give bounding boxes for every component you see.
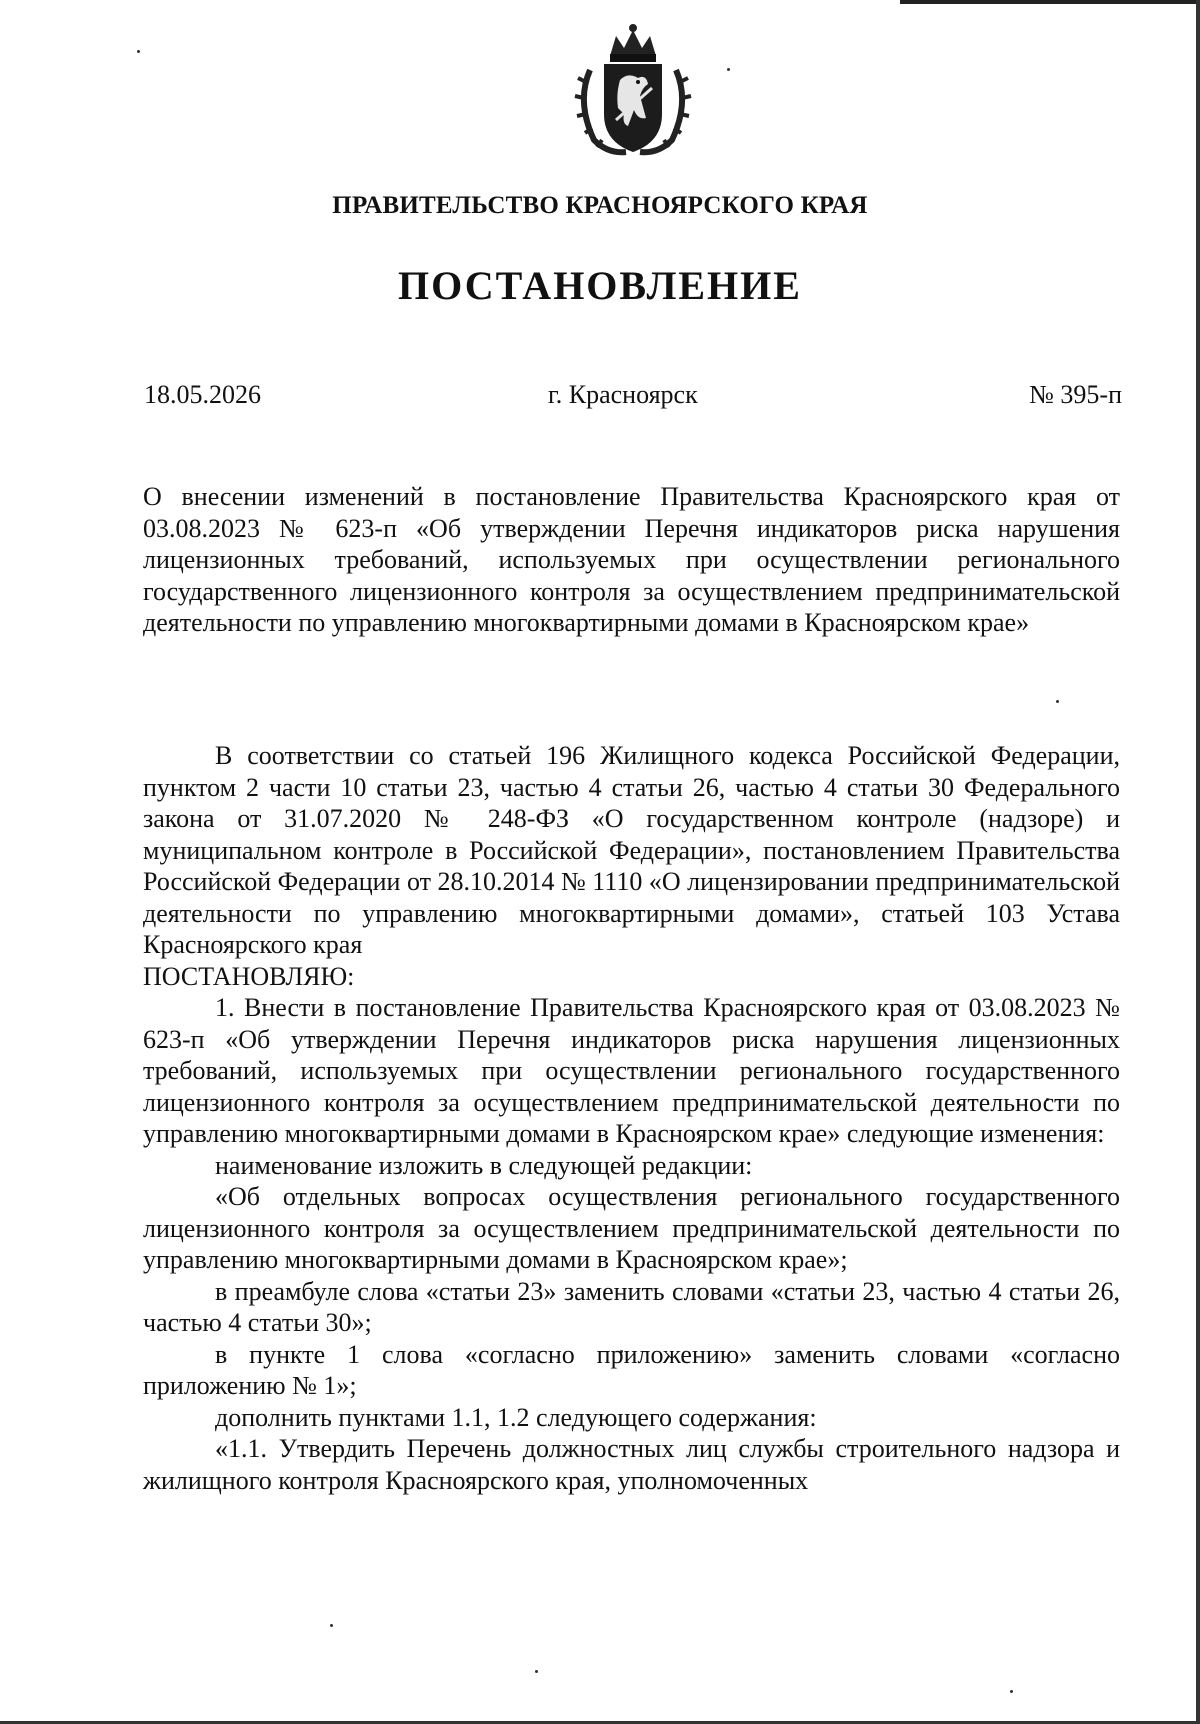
scan-speck bbox=[1010, 1690, 1013, 1693]
subject-text: О внесении изменений в постановление Правительства Красноярского края от 03.08.2023 № 623-п «Об утверждении Перечня индикаторов риска нарушения лицензионных требований, используемых при осуществлении регионального государственного лицензионного контроля за осуществлением предпринимательской деятельности по управлению многоквартирными домами в Красноярском крае» bbox=[143, 482, 1120, 637]
scan-speck bbox=[330, 1624, 333, 1627]
body-paragraph: ПОСТАНОВЛЯЮ: bbox=[143, 961, 355, 991]
body-paragraph: наименование изложить в следующей редакции: bbox=[215, 1150, 753, 1180]
body-paragraph: «Об отдельных вопросах осуществления регионального государственного лицензионного контроля за осуществлением предпринимательской деятельности по управлению многоквартирными домами в Красноярском крае»; bbox=[143, 1182, 1120, 1274]
document-city: г. Красноярск bbox=[548, 380, 698, 409]
scan-edge-top bbox=[900, 0, 1200, 4]
government-title: ПРАВИТЕЛЬСТВО КРАСНОЯРСКОГО КРАЯ bbox=[332, 192, 868, 219]
body-paragraph: в преамбуле слова «статьи 23» заменить словами «статьи 23, частью 4 статьи 26, частью 4 статьи 30»; bbox=[143, 1276, 1120, 1337]
body-paragraph: в пункте 1 слова «согласно приложению» заменить словами «согласно приложению № 1»; bbox=[143, 1339, 1120, 1400]
body-paragraph: В соответствии со статьей 196 Жилищного кодекса Российской Федерации, пунктом 2 части 10 статьи 23, частью 4 статьи 26, частью 4 статьи 30 Федерального закона от 31.07.2020 № 248-ФЗ «О государственном контроле (надзоре) и муниципальном контроле в Российской Федерации», постановлением Правительства Российской Федерации от 28.10.2014 № 1110 «О лицензировании предпринимательской деятельности по управлению многоквартирными домами», статьей 103 Устава Красноярского края bbox=[143, 741, 1120, 959]
document-body bbox=[143, 740, 1120, 1496]
scan-speck bbox=[727, 68, 730, 71]
coat-of-arms-emblem bbox=[568, 22, 698, 162]
scan-speck bbox=[137, 50, 140, 53]
document-date: 18.05.2026 bbox=[144, 380, 261, 409]
scan-speck bbox=[1056, 700, 1059, 703]
document-subject bbox=[143, 481, 1120, 639]
document-number: № 395-п bbox=[1029, 380, 1122, 409]
scan-speck bbox=[535, 1670, 538, 1673]
scan-edge-right bbox=[1196, 0, 1200, 1724]
body-paragraph: дополнить пунктами 1.1, 1.2 следующего содержания: bbox=[215, 1402, 817, 1432]
document-type-title: ПОСТАНОВЛЕНИЕ bbox=[398, 263, 802, 308]
body-paragraph: 1. Внести в постановление Правительства Красноярского края от 03.08.2023 № 623-п «Об утверждении Перечня индикаторов риска нарушения лицензионных требований, используемых при осуществлении регионального государственного лицензионного контроля за осуществлением предпринимательской деятельности по управлению многоквартирными домами в Красноярском крае» следующие изменения: bbox=[143, 993, 1120, 1148]
body-paragraph: «1.1. Утвердить Перечень должностных лиц службы строительного надзора и жилищного контроля Красноярского края, уполномоченных bbox=[143, 1434, 1120, 1495]
